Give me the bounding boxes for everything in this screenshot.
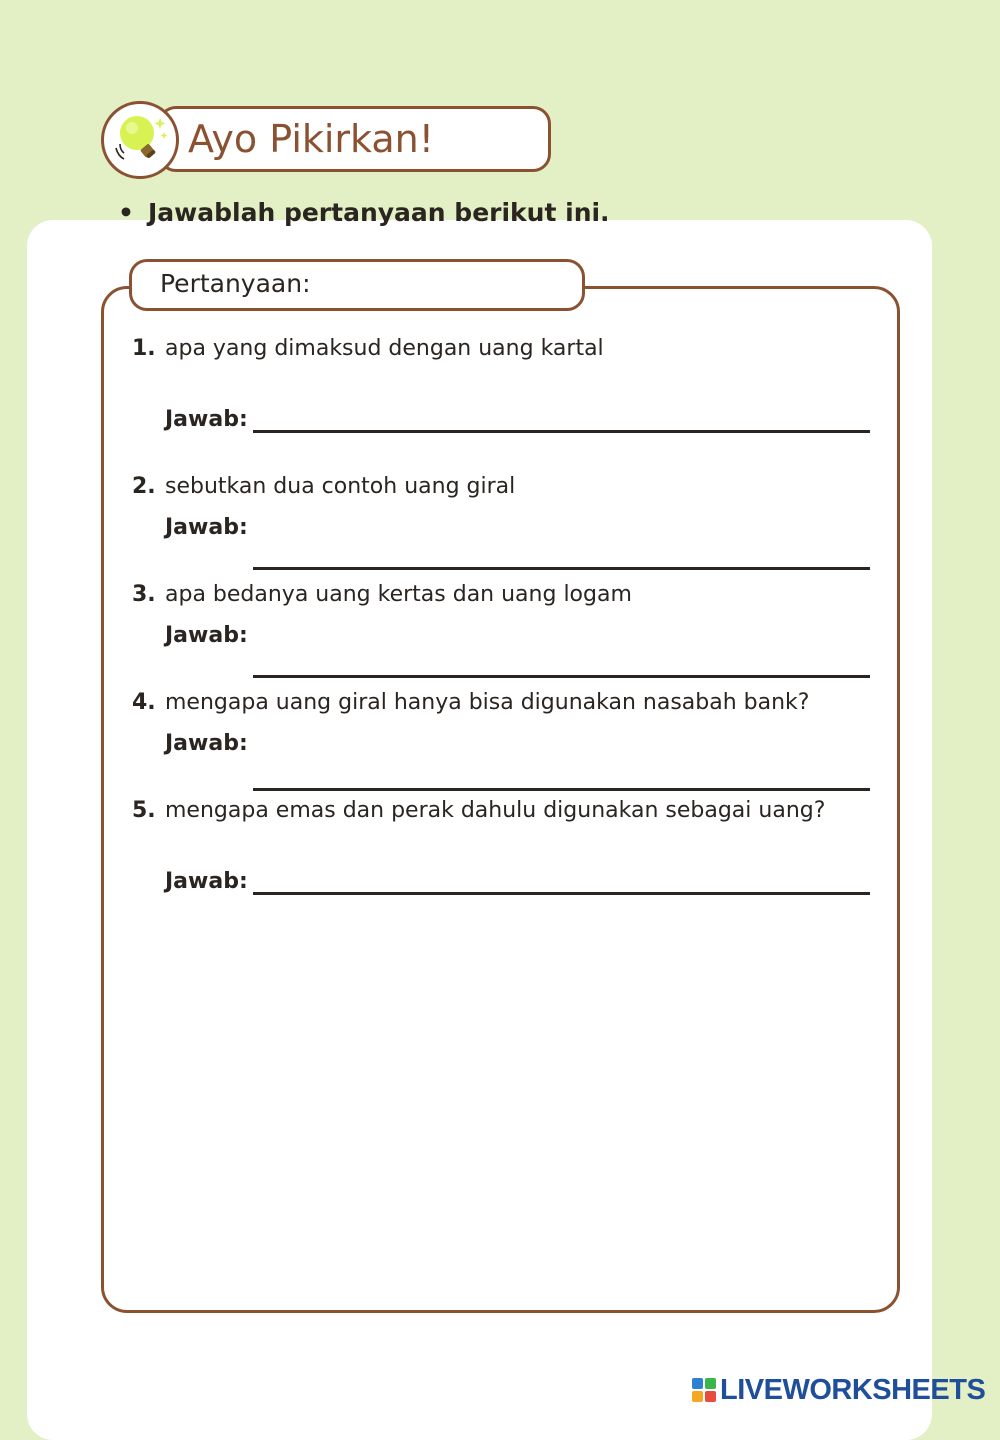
answer-label: Jawab: [165, 407, 248, 432]
questions-label: Pertanyaan: [160, 269, 311, 298]
question-text: apa bedanya uang kertas dan uang logam [165, 582, 632, 607]
question-number: 3. [132, 582, 156, 607]
answer-line-5[interactable] [253, 892, 870, 895]
question-number: 1. [132, 336, 156, 361]
question-text: mengapa emas dan perak dahulu digunakan sebagai uang? [165, 798, 826, 823]
answer-line-3[interactable] [253, 675, 870, 678]
answer-line-1[interactable] [253, 430, 870, 433]
lightbulb-icon [101, 101, 179, 179]
watermark-text: LIVEWORKSHEETS [720, 1373, 986, 1406]
instruction-text: Jawablah pertanyaan berikut ini. [147, 198, 610, 227]
instruction [118, 198, 610, 227]
answer-line-2[interactable] [253, 567, 870, 570]
header-title: Ayo Pikirkan! [188, 117, 434, 161]
question-number: 5. [132, 798, 156, 823]
question-text: apa yang dimaksud dengan uang kartal [165, 336, 604, 361]
question-text: sebutkan dua contoh uang giral [165, 474, 516, 499]
liveworksheets-watermark[interactable] [692, 1373, 985, 1407]
question-text: mengapa uang giral hanya bisa digunakan nasabah bank? [165, 690, 810, 715]
answer-label: Jawab: [165, 515, 248, 540]
question-number: 2. [132, 474, 156, 499]
bullet: • [118, 198, 134, 227]
answer-label: Jawab: [165, 731, 248, 756]
answer-label: Jawab: [165, 623, 248, 648]
answer-label: Jawab: [165, 869, 248, 894]
question-number: 4. [132, 690, 156, 715]
liveworksheets-logo-icon [692, 1378, 716, 1402]
answer-line-4[interactable] [253, 788, 870, 791]
